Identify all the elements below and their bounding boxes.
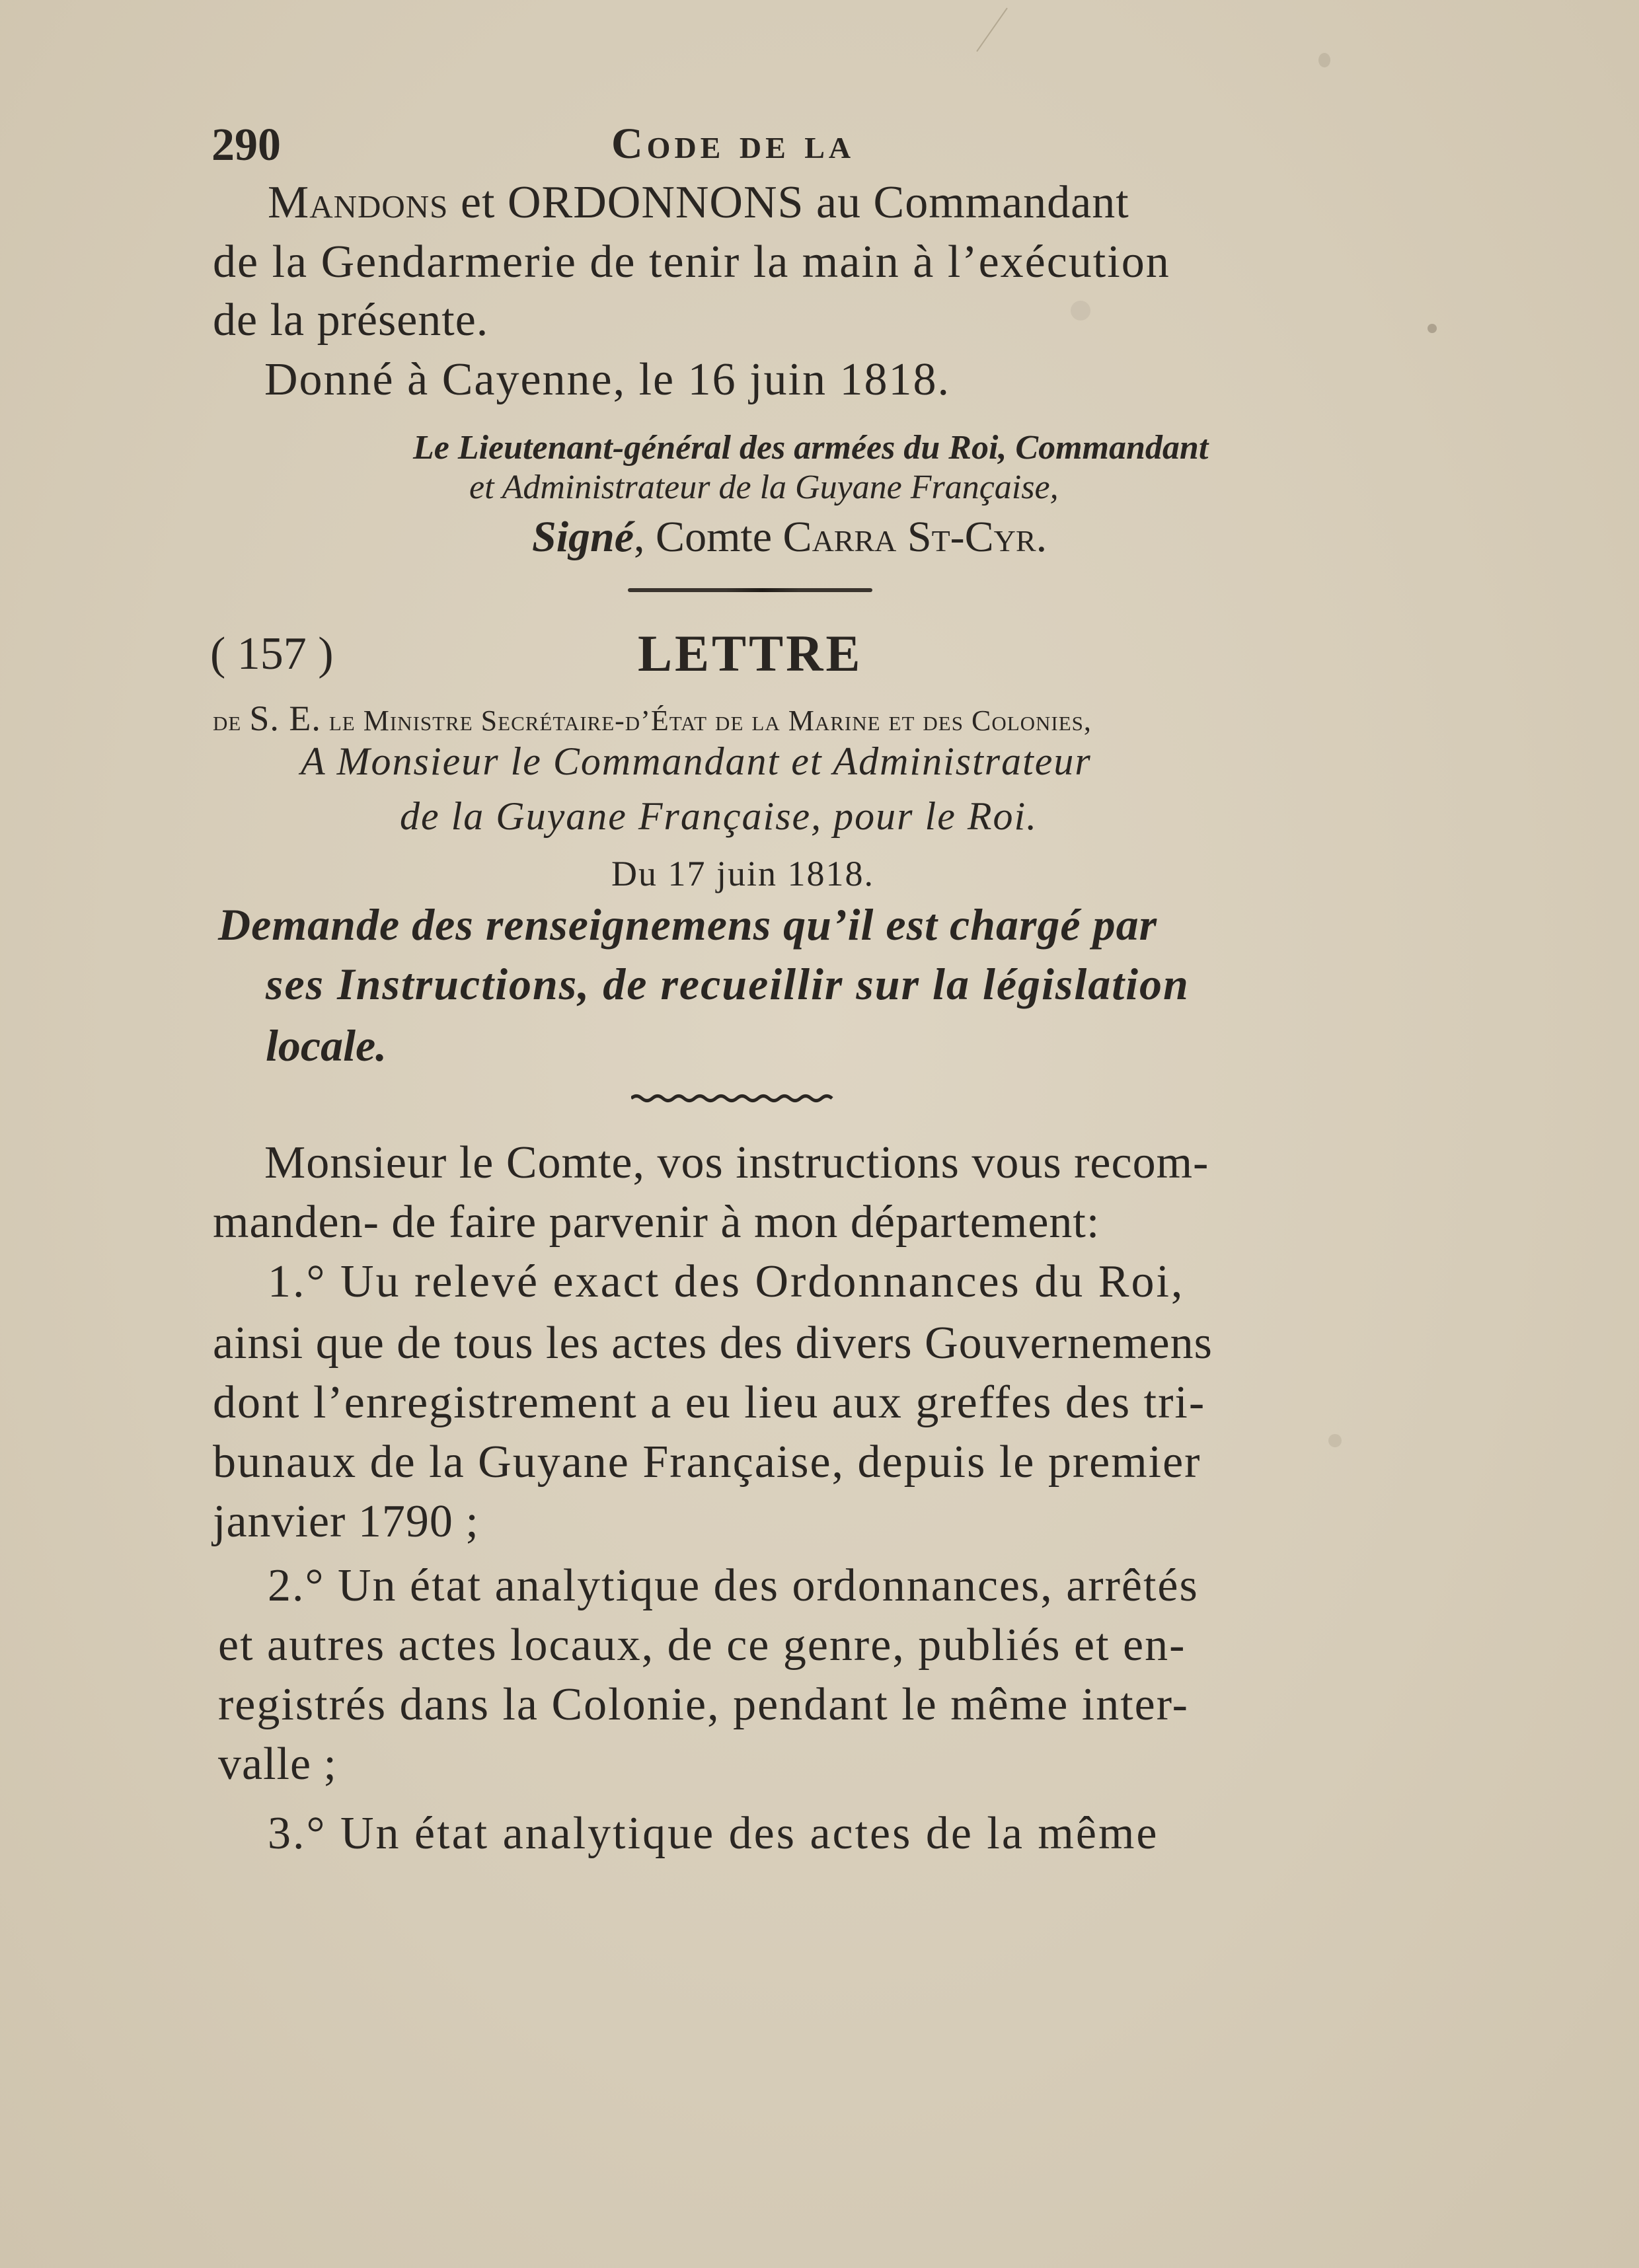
body-line: valle ; <box>218 1739 337 1790</box>
body-line: 3.° Un état analytique des actes de la même <box>268 1808 1159 1859</box>
signature-line-1: Le Lieutenant-général des armées du Roi, Commandant <box>413 429 1209 467</box>
ordonnance-line-2: de la Gendarmerie de tenir la main à l’exécution <box>213 237 1170 287</box>
paper-speck <box>1328 1434 1342 1447</box>
ordonnance-line-1 <box>268 177 1129 228</box>
ordonnance-line-3: de la présente. <box>213 295 489 346</box>
body-line: janvier 1790 ; <box>213 1496 479 1547</box>
body-line: 2.° Un état analytique des ordonnances, arrêtés <box>268 1560 1199 1611</box>
body-line: et autres actes locaux, de ce genre, publiés et en- <box>218 1620 1186 1671</box>
paper-speck <box>1071 301 1090 321</box>
connector-word: et <box>448 177 508 228</box>
addressee-line-2: de la Guyane Française, pour le Roi. <box>400 794 1038 838</box>
paper-scratch <box>976 8 1008 52</box>
given-line: Donné à Cayenne, le 16 juin 1818. <box>264 354 951 405</box>
page-number: 290 <box>211 120 281 170</box>
signature-name-line <box>532 515 1047 559</box>
letter-sender-line <box>213 700 1092 736</box>
body-line: bunaux de la Guyane Française, depuis le premier <box>213 1437 1201 1488</box>
body-line: ainsi que de tous les actes des divers Gouvernemens <box>213 1318 1213 1369</box>
wavy-separator <box>631 1094 836 1103</box>
excellency-abbrev: S. E. <box>249 699 321 738</box>
signatory-name: Carra St-Cyr. <box>782 513 1048 561</box>
from-prefix: de <box>213 704 250 737</box>
signe-word: Signé <box>532 513 634 561</box>
sender-title: le Ministre Secrétaire-d’État de la Marine et des Colonies, <box>321 704 1092 737</box>
body-line: 1.° Uu relevé exact des Ordonnances du Roi, <box>268 1256 1185 1307</box>
addressee-line-1: A Monsieur le Commandant et Administrateur <box>301 739 1092 783</box>
signature-line-2: et Administrateur de la Guyane Française, <box>469 469 1059 506</box>
ordonnance-line-1-rest: au Commandant <box>804 177 1129 228</box>
summary-line-1: Demande des renseignemens qu’il est chargé par <box>218 899 1158 950</box>
document-number: ( 157 ) <box>210 628 334 679</box>
paper-speck <box>1318 53 1330 67</box>
ordonnons-word: ORDONNONS <box>507 177 804 228</box>
mandons-word: Mandons <box>268 177 449 228</box>
letter-date: Du 17 juin 1818. <box>611 854 875 893</box>
body-line: Monsieur le Comte, vos instructions vous recom- <box>264 1137 1209 1188</box>
body-line: dont l’enregistrement a eu lieu aux greffes des tri- <box>213 1377 1206 1428</box>
signature-title-word: , Comte <box>634 513 783 561</box>
separator-rule <box>628 588 872 592</box>
summary-line-3: locale. <box>266 1020 387 1071</box>
summary-line-2: ses Instructions, de recueillir sur la législation <box>266 959 1190 1009</box>
body-line: manden- de faire parvenir à mon département: <box>213 1197 1100 1248</box>
letter-title: LETTRE <box>638 624 863 682</box>
paper-speck <box>1428 324 1437 333</box>
running-title: Code de la <box>611 120 855 168</box>
body-line: registrés dans la Colonie, pendant le même inter- <box>218 1679 1189 1730</box>
